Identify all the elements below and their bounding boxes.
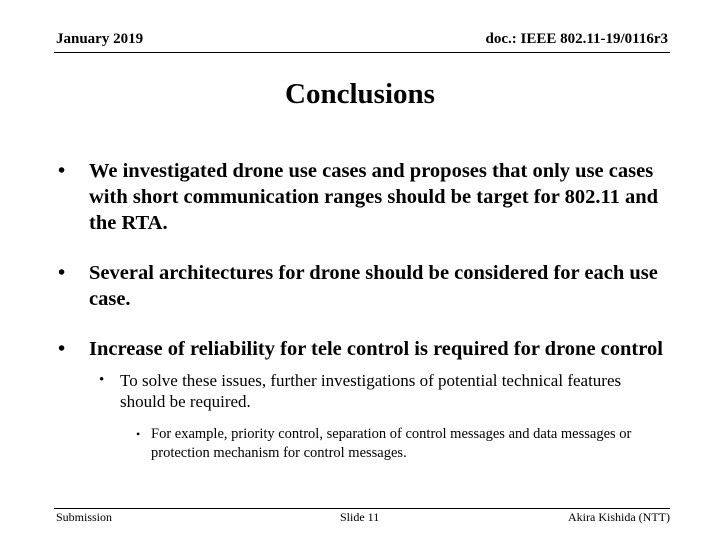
bullet-text: Several architectures for drone should be considered for each use case. xyxy=(89,262,658,310)
sub-sub-bullet-text: For example, priority control, separation of control messages and data messages or protection mechanism for control messages. xyxy=(151,426,632,461)
bullet-icon: • xyxy=(58,160,66,182)
sub-bullet-item xyxy=(58,370,668,412)
footer-slide-number: Slide 11 xyxy=(340,510,380,524)
slide-title: Conclusions xyxy=(285,78,435,110)
slide-body xyxy=(58,158,668,463)
bullet-icon: • xyxy=(136,427,141,441)
bullet-item xyxy=(58,158,668,236)
bullet-item xyxy=(58,260,668,312)
footer-author: Akira Kishida (NTT) xyxy=(568,510,670,524)
bullet-text: Increase of reliability for tele control is required for drone control xyxy=(89,338,663,360)
footer-submission: Submission xyxy=(56,510,113,524)
sub-bullet-text: To solve these issues, further investigations of potential technical features should be required. xyxy=(120,371,622,411)
bullet-icon: • xyxy=(58,262,66,284)
bullet-icon: • xyxy=(99,372,105,388)
header-doc-id: doc.: IEEE 802.11-19/0116r3 xyxy=(485,31,668,47)
footer-divider xyxy=(54,508,670,509)
bullet-item xyxy=(58,336,668,362)
header-divider xyxy=(54,52,670,53)
bullet-icon: • xyxy=(58,338,66,360)
bullet-text: We investigated drone use cases and proposes that only use cases with short communication ranges should be target for 802.11 and the RTA. xyxy=(89,160,659,234)
sub-sub-bullet-item xyxy=(58,425,668,463)
header-date: January 2019 xyxy=(56,31,144,47)
